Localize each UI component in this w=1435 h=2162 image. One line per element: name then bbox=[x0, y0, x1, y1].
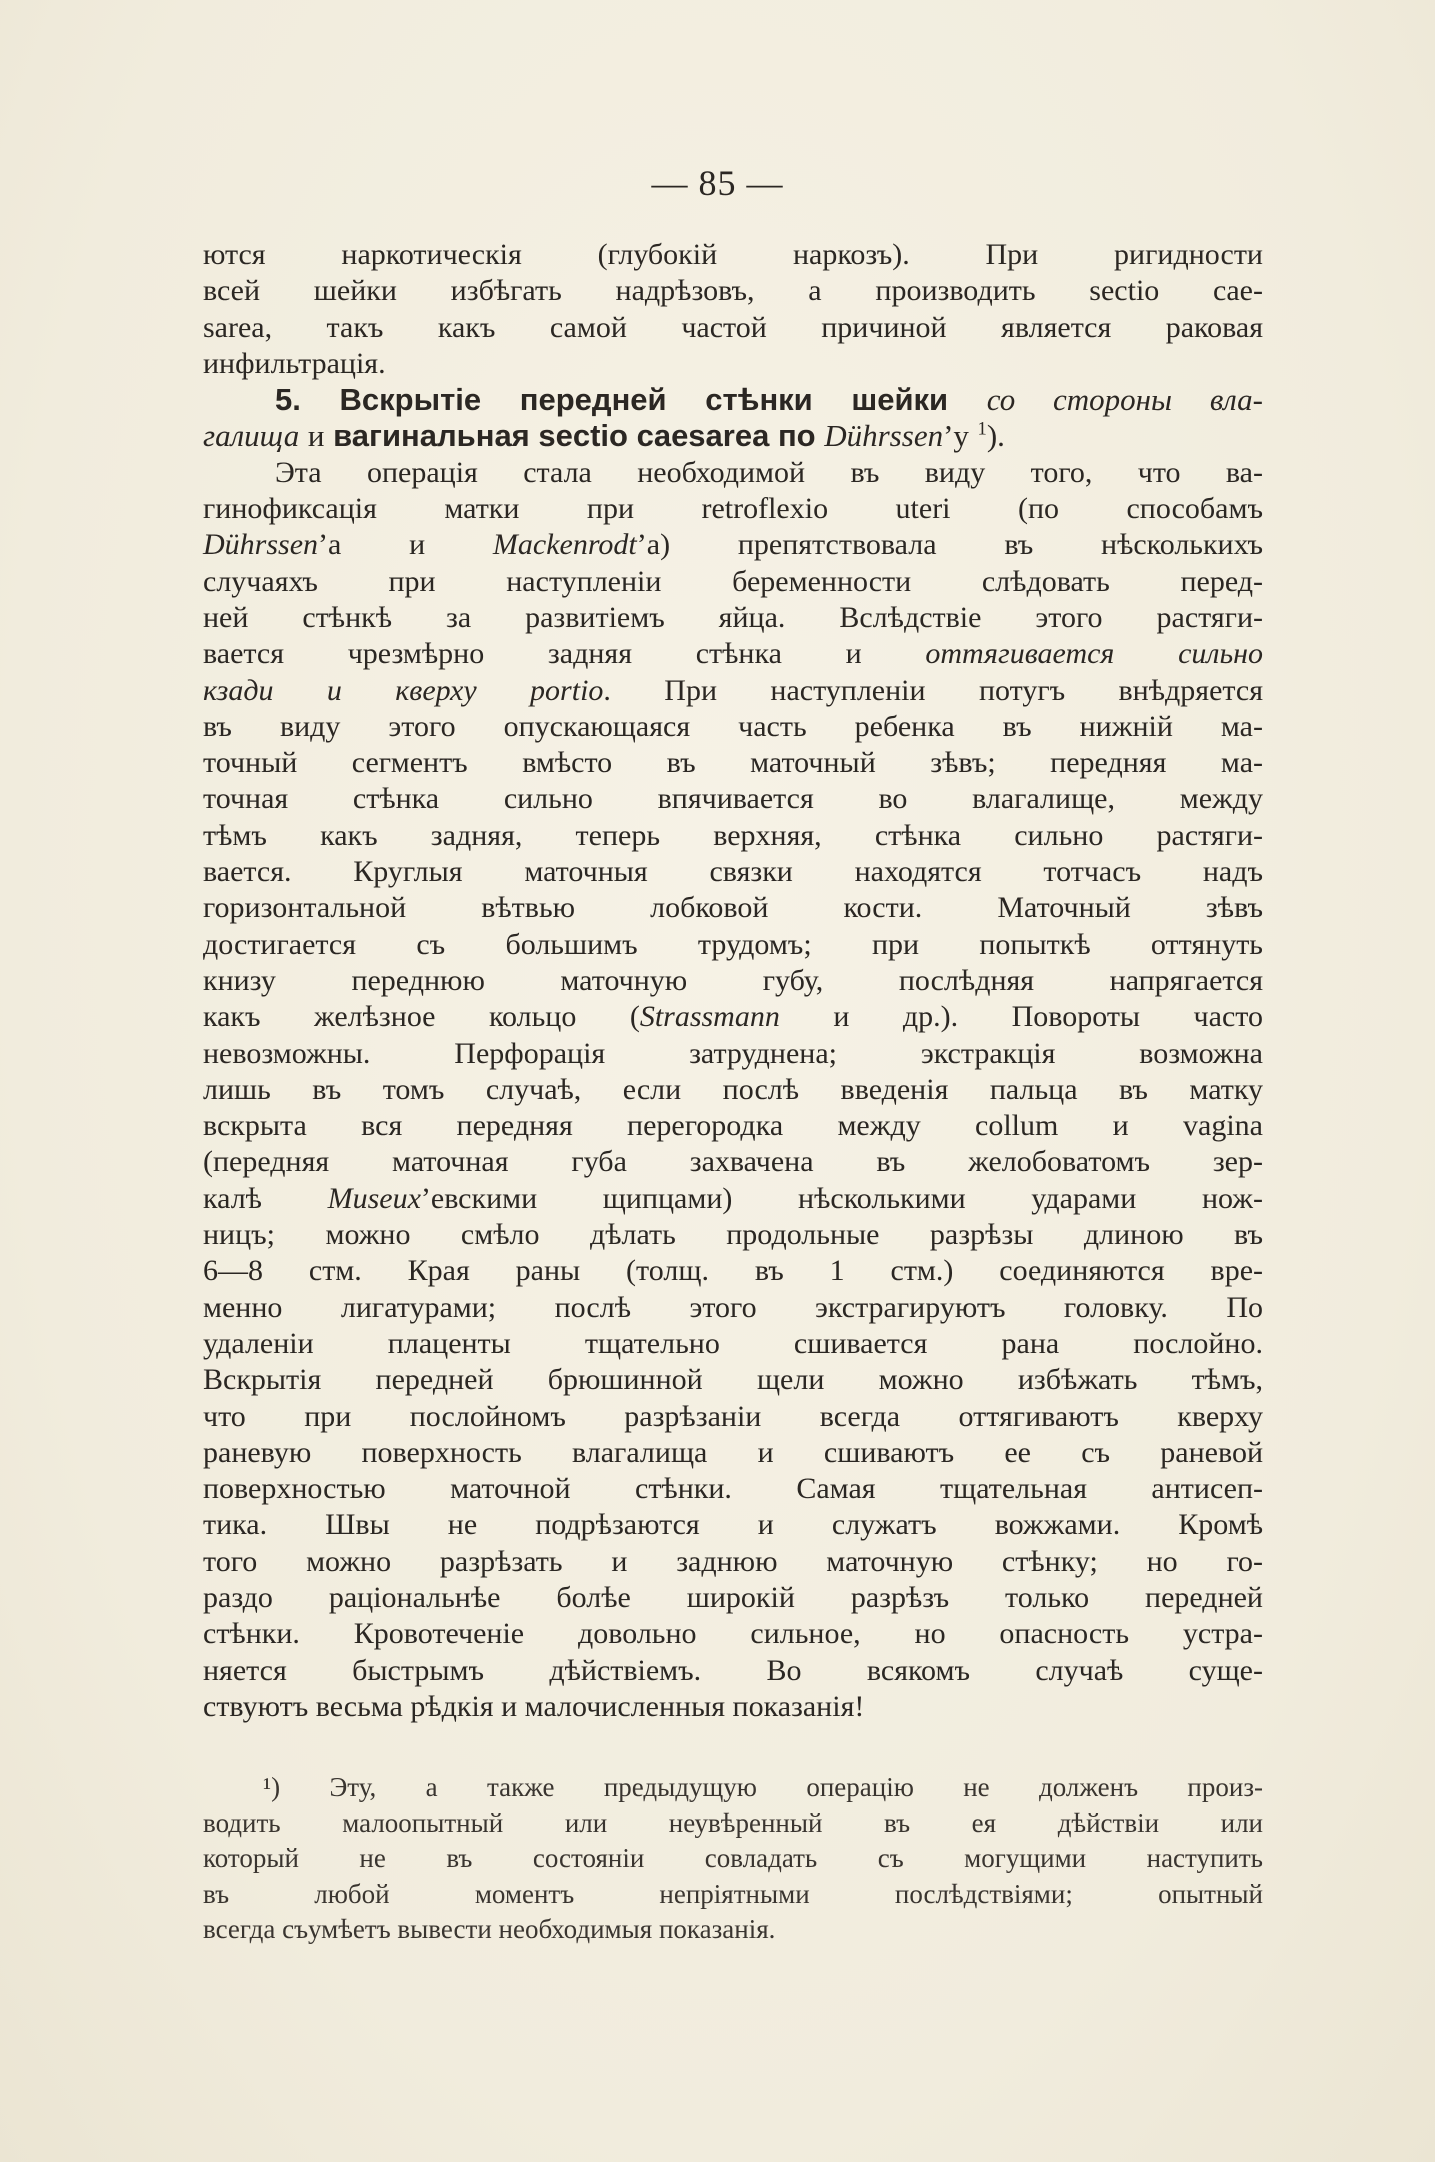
heading-close: ). bbox=[986, 418, 1005, 454]
text-line: инфильтрація. bbox=[203, 346, 386, 380]
text-line: калѣ Museux’евскими щипцами) нѣсколькими ударами нож- bbox=[203, 1181, 1263, 1215]
text-line: вается чрезмѣрно задняя стѣнка и оттягивается сильно bbox=[203, 637, 1263, 671]
text-line: вается. Круглыя маточныя связки находятся тотчасъ надъ bbox=[203, 855, 1263, 889]
italic-text: Dührssen bbox=[203, 528, 319, 562]
text-line: раневую поверхность влагалища и сшиваютъ ее съ раневой bbox=[203, 1435, 1263, 1469]
paragraph-main bbox=[203, 455, 1263, 1725]
text-line: въ виду этого опускающаяся часть ребенка въ нижній ма- bbox=[203, 709, 1263, 743]
text-line: вскрыта вся передняя перегородка между collum и vagina bbox=[203, 1109, 1263, 1143]
text-line: ются наркотическія (глубокій наркозъ). При ригидности bbox=[203, 238, 1263, 271]
italic-text: Mackenrodt bbox=[492, 528, 637, 562]
heading-line bbox=[203, 418, 1263, 454]
text-line: Dührssen’а и Mackenrodt’а) препятствовала въ нѣсколькихъ bbox=[203, 528, 1263, 562]
page-number: — 85 — bbox=[651, 163, 784, 203]
text-line: достигается съ большимъ трудомъ; при попыткѣ оттянуть bbox=[203, 927, 1263, 961]
text-line: ствуютъ весьма рѣдкія и малочисленныя показанія! bbox=[203, 1689, 865, 1723]
heading-connector: и bbox=[307, 418, 325, 454]
footnote-line: водить малоопытный или неувѣренный въ ея дѣйствіи или bbox=[203, 1807, 1263, 1838]
text-line: тика. Швы не подрѣзаются и служатъ вожжами. Кромѣ bbox=[203, 1508, 1263, 1542]
italic-text: кзади и кверху portio bbox=[203, 673, 604, 707]
text-line: того можно разрѣзать и заднюю маточную стѣнку; но го- bbox=[203, 1544, 1263, 1578]
italic-text: Museux bbox=[327, 1181, 421, 1215]
italic-text: Strassmann bbox=[639, 1000, 780, 1034]
text-line: что при послойномъ разрѣзаніи всегда оттягиваютъ кверху bbox=[203, 1399, 1263, 1433]
heading-author-suffix: ’у bbox=[943, 418, 969, 454]
heading-author: Dührssen bbox=[824, 418, 944, 454]
text-line: (передняя маточная губа захвачена въ желобоватомъ зер- bbox=[203, 1145, 1263, 1179]
text-line: точный сегментъ вмѣсто въ маточный зѣвъ; передняя ма- bbox=[203, 746, 1263, 780]
footnote-ref[interactable]: 1 bbox=[977, 419, 987, 441]
text-line: невозможны. Перфорація затруднена; экстракція возможна bbox=[203, 1036, 1263, 1070]
text-line: менно лигатурами; послѣ этого экстрагируютъ головку. По bbox=[203, 1290, 1263, 1324]
text-line: 6—8 стм. Края раны (толщ. въ 1 стм.) соединяются вре- bbox=[203, 1254, 1263, 1288]
text-line: случаяхъ при наступленіи беременности слѣдовать перед- bbox=[203, 564, 1263, 598]
text-line: удаленіи плаценты тщательно сшивается рана послойно. bbox=[203, 1326, 1263, 1360]
text-line: Эта операція стала необходимой въ виду того, что ва- bbox=[275, 455, 1263, 489]
text-line: раздо раціональнѣе болѣе широкій разрѣзъ только передней bbox=[203, 1580, 1263, 1614]
section-heading bbox=[203, 382, 1263, 455]
text-line: Вскрытія передней брюшинной щели можно избѣжать тѣмъ, bbox=[203, 1363, 1263, 1397]
text-line: всей шейки избѣгать надрѣзовъ, а производить sectio cae- bbox=[203, 274, 1263, 308]
text-line: гинофиксація матки при retroflexio uteri (по способамъ bbox=[203, 492, 1263, 526]
heading-italic: галища bbox=[203, 418, 300, 454]
footnote-line: всегда съумѣетъ вывести необходимыя показанія. bbox=[203, 1914, 776, 1944]
paragraph-intro bbox=[203, 237, 1263, 382]
text-line: книзу переднюю маточную губу, послѣдняя напрягается bbox=[203, 963, 1263, 997]
text-line: ней стѣнкѣ за развитіемъ яйца. Вслѣдствіе этого растяги- bbox=[203, 600, 1263, 634]
body-text bbox=[203, 237, 1263, 1725]
text-line: ницъ; можно смѣло дѣлать продольные разрѣзы длиною въ bbox=[203, 1218, 1263, 1252]
heading-line bbox=[203, 382, 1263, 418]
heading-number: 5. bbox=[275, 382, 301, 418]
text-line: какъ желѣзное кольцо (Strassmann и др.). Повороты часто bbox=[203, 1000, 1263, 1034]
text-line: поверхностью маточной стѣнки. Самая тщательная антисеп- bbox=[203, 1472, 1263, 1506]
footnote-line: въ любой моментъ непріятными послѣдствіями; опытный bbox=[203, 1878, 1263, 1909]
heading-title: вагинальная sectio caesarea по bbox=[333, 418, 816, 454]
text-line: горизонтальной вѣтвью лобковой кости. Маточный зѣвъ bbox=[203, 891, 1263, 925]
text-line: тѣмъ какъ задняя, теперь верхняя, стѣнка сильно растяги- bbox=[203, 818, 1263, 852]
heading-title: Вскрытіе передней стѣнки шейки bbox=[339, 382, 949, 418]
text-line: кзади и кверху portio. При наступленіи потугъ внѣдряется bbox=[203, 673, 1263, 707]
footnote-line: ¹) Эту, а также предыдущую операцію не долженъ произ- bbox=[263, 1772, 1263, 1802]
footnote bbox=[203, 1770, 1263, 1948]
heading-italic: со стороны вла- bbox=[986, 382, 1263, 418]
footnote-line: который не въ состояніи совладать съ могущими наступить bbox=[203, 1843, 1263, 1873]
text-line: точная стѣнка сильно впячивается во влагалище, между bbox=[203, 782, 1263, 816]
text-line: стѣнки. Кровотеченіе довольно сильное, но опасность устра- bbox=[203, 1617, 1263, 1651]
text-line: sarea, такъ какъ самой частой причиной является раковая bbox=[203, 310, 1263, 344]
text-line: няется быстрымъ дѣйствіемъ. Во всякомъ случаѣ суще- bbox=[203, 1653, 1263, 1687]
text-line: лишь въ томъ случаѣ, если послѣ введенія пальца въ матку bbox=[203, 1072, 1263, 1106]
italic-text: оттягивается сильно bbox=[925, 637, 1263, 671]
